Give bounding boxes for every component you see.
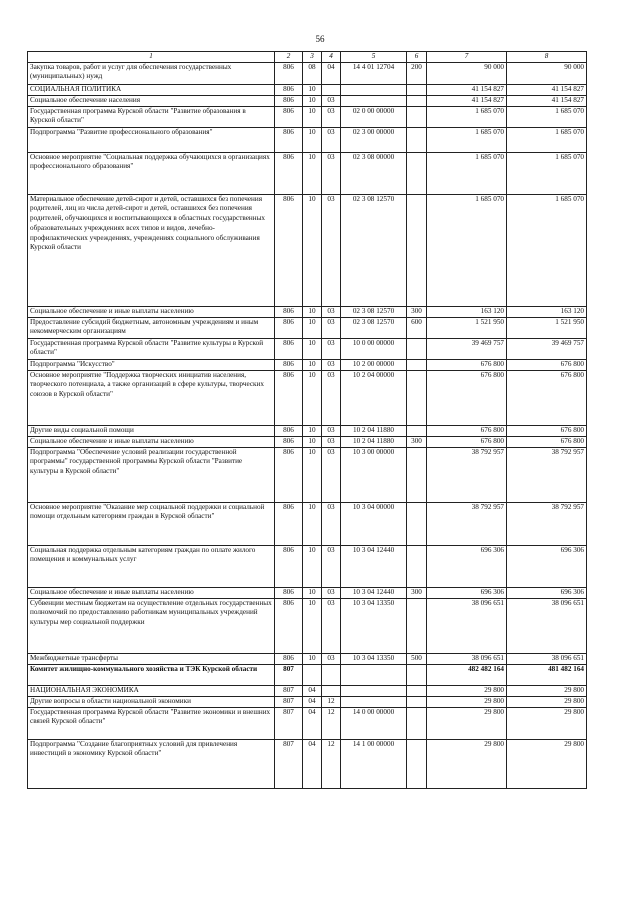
- row-subsection-code: 03: [322, 338, 341, 359]
- row-target-item: 14 0 00 00000: [341, 707, 407, 739]
- row-admin-code: 806: [275, 425, 303, 436]
- row-admin-code: 806: [275, 598, 303, 653]
- row-admin-code: 806: [275, 95, 303, 106]
- row-subsection-code: 03: [322, 653, 341, 664]
- row-expense-type: [407, 598, 427, 653]
- row-admin-code: 806: [275, 545, 303, 587]
- row-amount-col8: 29 800: [507, 696, 587, 707]
- row-admin-code: 807: [275, 696, 303, 707]
- row-name: Подпрограмма "Обеспечение условий реализации государственной программы" государственной программы Курской области "Развитие культуры в Курской области": [28, 447, 275, 502]
- row-admin-code: 806: [275, 306, 303, 317]
- table-row: [28, 306, 587, 317]
- row-target-item: 02 3 08 12570: [341, 317, 407, 338]
- budget-table: [27, 51, 587, 789]
- table-row: [28, 425, 587, 436]
- table-row: [28, 707, 587, 739]
- row-amount-col8: 1 685 070: [507, 106, 587, 127]
- row-amount-col8: 38 096 651: [507, 653, 587, 664]
- row-expense-type: [407, 106, 427, 127]
- row-subsection-code: [322, 664, 341, 685]
- row-subsection-code: 03: [322, 436, 341, 447]
- row-section-code: 04: [303, 707, 322, 739]
- row-section-code: 10: [303, 598, 322, 653]
- row-target-item: 10 2 00 00000: [341, 359, 407, 370]
- row-subsection-code: 03: [322, 545, 341, 587]
- row-amount-col7: 676 800: [427, 436, 507, 447]
- row-amount-col7: 1 685 070: [427, 194, 507, 306]
- row-admin-code: 806: [275, 317, 303, 338]
- row-section-code: 10: [303, 194, 322, 306]
- row-admin-code: 806: [275, 152, 303, 194]
- row-amount-col7: 1 685 070: [427, 127, 507, 152]
- row-amount-col8: 696 306: [507, 587, 587, 598]
- row-subsection-code: 03: [322, 306, 341, 317]
- row-target-item: [341, 685, 407, 696]
- row-section-code: 10: [303, 545, 322, 587]
- row-target-item: 14 4 01 12704: [341, 62, 407, 84]
- table-row: [28, 95, 587, 106]
- row-expense-type: [407, 338, 427, 359]
- row-admin-code: 806: [275, 436, 303, 447]
- row-name: Социальная поддержка отдельным категориям граждан по оплате жилого помещения и коммунальных услуг: [28, 545, 275, 587]
- row-amount-col8: 38 096 651: [507, 598, 587, 653]
- row-admin-code: 807: [275, 707, 303, 739]
- row-subsection-code: 03: [322, 502, 341, 545]
- row-name: Комитет жилищно-коммунального хозяйства и ТЭК Курской области: [28, 664, 275, 685]
- table-row: [28, 545, 587, 587]
- table-row: [28, 317, 587, 338]
- row-section-code: 10: [303, 84, 322, 95]
- row-expense-type: [407, 696, 427, 707]
- row-admin-code: 807: [275, 664, 303, 685]
- row-name: Подпрограмма "Искусство": [28, 359, 275, 370]
- row-name: Государственная программа Курской области "Развитие культуры в Курской области": [28, 338, 275, 359]
- row-target-item: 02 3 08 00000: [341, 152, 407, 194]
- row-admin-code: 806: [275, 338, 303, 359]
- row-amount-col7: 1 685 070: [427, 106, 507, 127]
- row-amount-col8: 1 521 950: [507, 317, 587, 338]
- row-expense-type: [407, 685, 427, 696]
- row-name: Социальное обеспечение и иные выплаты населению: [28, 587, 275, 598]
- row-amount-col8: 1 685 070: [507, 152, 587, 194]
- row-target-item: [341, 664, 407, 685]
- row-amount-col8: 696 306: [507, 545, 587, 587]
- table-row: [28, 685, 587, 696]
- table-body: [28, 62, 587, 788]
- row-section-code: 10: [303, 152, 322, 194]
- row-subsection-code: 03: [322, 447, 341, 502]
- row-name: Межбюджетные трансферты: [28, 653, 275, 664]
- row-expense-type: 300: [407, 436, 427, 447]
- row-name: Другие вопросы в области национальной экономики: [28, 696, 275, 707]
- column-header: 5: [341, 52, 407, 63]
- row-subsection-code: 12: [322, 739, 341, 788]
- row-admin-code: 806: [275, 370, 303, 425]
- row-section-code: 10: [303, 425, 322, 436]
- row-section-code: 10: [303, 106, 322, 127]
- row-target-item: 10 3 04 12440: [341, 587, 407, 598]
- row-target-item: 02 3 08 12570: [341, 306, 407, 317]
- row-amount-col8: 676 800: [507, 436, 587, 447]
- row-expense-type: [407, 425, 427, 436]
- row-subsection-code: [322, 84, 341, 95]
- row-amount-col8: 676 800: [507, 425, 587, 436]
- row-amount-col8: 163 120: [507, 306, 587, 317]
- row-section-code: 04: [303, 685, 322, 696]
- row-subsection-code: 03: [322, 425, 341, 436]
- column-header: 2: [275, 52, 303, 63]
- row-section-code: 08: [303, 62, 322, 84]
- row-target-item: 10 2 04 11880: [341, 425, 407, 436]
- row-amount-col8: 29 800: [507, 739, 587, 788]
- row-amount-col8: 1 685 070: [507, 194, 587, 306]
- row-target-item: 10 2 04 11880: [341, 436, 407, 447]
- page-number: 56: [315, 34, 325, 44]
- table-row: [28, 370, 587, 425]
- table-row: [28, 62, 587, 84]
- row-admin-code: 806: [275, 587, 303, 598]
- row-section-code: 10: [303, 127, 322, 152]
- row-subsection-code: 12: [322, 696, 341, 707]
- row-amount-col7: 676 800: [427, 359, 507, 370]
- row-subsection-code: 03: [322, 95, 341, 106]
- row-admin-code: 806: [275, 502, 303, 545]
- table-row: [28, 598, 587, 653]
- row-target-item: [341, 84, 407, 95]
- column-header: 3: [303, 52, 322, 63]
- row-name: Закупка товаров, работ и услуг для обеспечения государственных (муниципальных) нужд: [28, 62, 275, 84]
- row-amount-col8: 90 000: [507, 62, 587, 84]
- row-amount-col7: 38 792 957: [427, 447, 507, 502]
- row-expense-type: 500: [407, 653, 427, 664]
- column-header: 7: [427, 52, 507, 63]
- row-amount-col8: 1 685 070: [507, 127, 587, 152]
- row-section-code: 10: [303, 502, 322, 545]
- row-target-item: [341, 95, 407, 106]
- row-amount-col8: 38 792 957: [507, 447, 587, 502]
- table-row: [28, 739, 587, 788]
- table-row: [28, 696, 587, 707]
- row-amount-col7: 41 154 827: [427, 84, 507, 95]
- row-name: Другие виды социальной помощи: [28, 425, 275, 436]
- row-amount-col7: 676 800: [427, 370, 507, 425]
- row-expense-type: [407, 84, 427, 95]
- row-subsection-code: 03: [322, 127, 341, 152]
- row-amount-col7: 41 154 827: [427, 95, 507, 106]
- row-section-code: 10: [303, 653, 322, 664]
- row-expense-type: [407, 447, 427, 502]
- row-name: Подпрограмма "Создание благоприятных условий для привлечения инвестиций в экономику Курской области": [28, 739, 275, 788]
- row-name: Социальное обеспечение и иные выплаты населению: [28, 436, 275, 447]
- row-amount-col8: 38 792 957: [507, 502, 587, 545]
- column-header: 6: [407, 52, 427, 63]
- row-amount-col7: 29 800: [427, 739, 507, 788]
- row-amount-col8: 676 800: [507, 359, 587, 370]
- row-name: Социальное обеспечение населения: [28, 95, 275, 106]
- row-section-code: 04: [303, 739, 322, 788]
- row-expense-type: 600: [407, 317, 427, 338]
- row-amount-col8: 41 154 827: [507, 84, 587, 95]
- column-header: 8: [507, 52, 587, 63]
- row-amount-col7: 1 521 950: [427, 317, 507, 338]
- row-name: Государственная программа Курской области "Развитие образования в Курской области": [28, 106, 275, 127]
- row-name: Предоставление субсидий бюджетным, автономным учреждениям и иным некоммерческим организациям: [28, 317, 275, 338]
- row-section-code: 04: [303, 696, 322, 707]
- row-amount-col8: 39 469 757: [507, 338, 587, 359]
- row-amount-col7: 696 306: [427, 587, 507, 598]
- row-section-code: 10: [303, 587, 322, 598]
- row-amount-col7: 90 000: [427, 62, 507, 84]
- table-row: [28, 653, 587, 664]
- row-expense-type: [407, 194, 427, 306]
- table-row: [28, 84, 587, 95]
- row-target-item: 10 3 04 13350: [341, 653, 407, 664]
- row-subsection-code: [322, 685, 341, 696]
- row-target-item: 10 3 04 13350: [341, 598, 407, 653]
- row-expense-type: [407, 370, 427, 425]
- row-target-item: 02 3 08 12570: [341, 194, 407, 306]
- table-row: [28, 502, 587, 545]
- row-section-code: [303, 664, 322, 685]
- row-amount-col7: 39 469 757: [427, 338, 507, 359]
- table-row: [28, 587, 587, 598]
- row-admin-code: 807: [275, 739, 303, 788]
- row-target-item: 10 2 04 00000: [341, 370, 407, 425]
- row-amount-col8: 481 482 164: [507, 664, 587, 685]
- row-name: НАЦИОНАЛЬНАЯ ЭКОНОМИКА: [28, 685, 275, 696]
- row-amount-col8: 29 800: [507, 685, 587, 696]
- row-target-item: 10 3 04 12440: [341, 545, 407, 587]
- row-section-code: 10: [303, 370, 322, 425]
- row-target-item: 02 3 00 00000: [341, 127, 407, 152]
- row-name: Государственная программа Курской области "Развитие экономики и внешних связей Курской области": [28, 707, 275, 739]
- row-subsection-code: 03: [322, 152, 341, 194]
- row-section-code: 10: [303, 447, 322, 502]
- row-subsection-code: 03: [322, 194, 341, 306]
- row-target-item: 10 3 00 00000: [341, 447, 407, 502]
- row-name: Социальное обеспечение и иные выплаты населению: [28, 306, 275, 317]
- row-target-item: 02 0 00 00000: [341, 106, 407, 127]
- table-row: [28, 127, 587, 152]
- row-target-item: 14 1 00 00000: [341, 739, 407, 788]
- row-expense-type: [407, 95, 427, 106]
- row-name: Основное мероприятие "Поддержка творческих инициатив населения, творческого потенциала, а также организаций в сфере культуры, творческих союзов в Курской области": [28, 370, 275, 425]
- row-admin-code: 806: [275, 106, 303, 127]
- row-target-item: [341, 696, 407, 707]
- row-subsection-code: 03: [322, 317, 341, 338]
- row-expense-type: [407, 664, 427, 685]
- row-expense-type: 300: [407, 306, 427, 317]
- table-row: [28, 106, 587, 127]
- row-section-code: 10: [303, 317, 322, 338]
- row-amount-col7: 38 096 651: [427, 653, 507, 664]
- row-amount-col7: 29 800: [427, 696, 507, 707]
- row-target-item: 10 3 04 00000: [341, 502, 407, 545]
- row-section-code: 10: [303, 95, 322, 106]
- table-row: [28, 664, 587, 685]
- row-amount-col7: 38 096 651: [427, 598, 507, 653]
- row-amount-col7: 29 800: [427, 685, 507, 696]
- table-row: [28, 447, 587, 502]
- row-amount-col7: 29 800: [427, 707, 507, 739]
- table-row: [28, 436, 587, 447]
- row-name: СОЦИАЛЬНАЯ ПОЛИТИКА: [28, 84, 275, 95]
- row-name: Подпрограмма "Развитие профессионального образования": [28, 127, 275, 152]
- row-section-code: 10: [303, 306, 322, 317]
- row-amount-col8: 41 154 827: [507, 95, 587, 106]
- row-subsection-code: 03: [322, 359, 341, 370]
- row-expense-type: [407, 152, 427, 194]
- row-admin-code: 806: [275, 653, 303, 664]
- row-amount-col7: 676 800: [427, 425, 507, 436]
- table-row: [28, 152, 587, 194]
- row-expense-type: 200: [407, 62, 427, 84]
- row-admin-code: 806: [275, 84, 303, 95]
- row-name: Основное мероприятие "Оказание мер социальной поддержки и социальной помощи отдельным категориям граждан в Курской области": [28, 502, 275, 545]
- table-row: [28, 338, 587, 359]
- row-expense-type: [407, 359, 427, 370]
- row-name: Материальное обеспечение детей-сирот и детей, оставшихся без попечения родителей, лиц из числа детей-сирот и детей, оставшихся без попечения родителей, обучающихся и воспитывающихся в областных государственных образовательных учреждениях всех типов и видов, лечебно-профилактических учреждениях, учреждениях социального обслуживания Курской области: [28, 194, 275, 306]
- row-amount-col8: 29 800: [507, 707, 587, 739]
- row-section-code: 10: [303, 359, 322, 370]
- row-amount-col7: 163 120: [427, 306, 507, 317]
- row-expense-type: [407, 707, 427, 739]
- row-subsection-code: 12: [322, 707, 341, 739]
- row-expense-type: [407, 502, 427, 545]
- row-name: Субвенции местным бюджетам на осуществление отдельных государственных полномочий по предоставлению работникам муниципальных учреждений культуры мер социальной поддержки: [28, 598, 275, 653]
- column-header: 1: [28, 52, 275, 63]
- row-amount-col7: 1 685 070: [427, 152, 507, 194]
- row-amount-col7: 482 482 164: [427, 664, 507, 685]
- row-section-code: 10: [303, 436, 322, 447]
- row-expense-type: [407, 545, 427, 587]
- row-name: Основное мероприятие "Социальная поддержка обучающихся в организациях профессионального образования": [28, 152, 275, 194]
- row-section-code: 10: [303, 338, 322, 359]
- row-expense-type: [407, 739, 427, 788]
- row-subsection-code: 03: [322, 598, 341, 653]
- row-amount-col7: 38 792 957: [427, 502, 507, 545]
- table-row: [28, 194, 587, 306]
- row-subsection-code: 03: [322, 106, 341, 127]
- row-subsection-code: 03: [322, 587, 341, 598]
- row-admin-code: 806: [275, 447, 303, 502]
- column-header: 4: [322, 52, 341, 63]
- row-admin-code: 806: [275, 359, 303, 370]
- table-row: [28, 359, 587, 370]
- row-admin-code: 807: [275, 685, 303, 696]
- row-target-item: 10 0 00 00000: [341, 338, 407, 359]
- row-expense-type: [407, 127, 427, 152]
- row-amount-col8: 676 800: [507, 370, 587, 425]
- row-amount-col7: 696 306: [427, 545, 507, 587]
- row-subsection-code: 04: [322, 62, 341, 84]
- row-admin-code: 806: [275, 127, 303, 152]
- row-subsection-code: 03: [322, 370, 341, 425]
- row-admin-code: 806: [275, 62, 303, 84]
- row-admin-code: 806: [275, 194, 303, 306]
- table-header-row: [28, 52, 587, 63]
- row-expense-type: 300: [407, 587, 427, 598]
